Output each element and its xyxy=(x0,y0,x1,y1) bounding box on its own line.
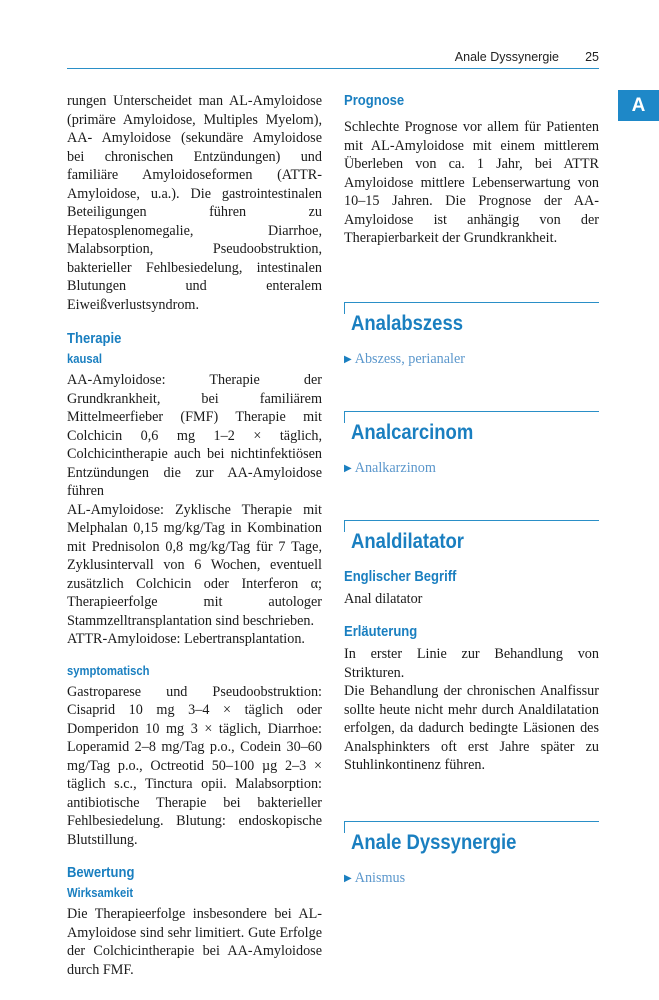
englischer-begriff-heading: Englischer Begriff xyxy=(344,568,457,585)
kausal-paragraph-attr: ATTR-Amyloidose: Lebertransplantation. xyxy=(67,631,305,647)
entry-analdilatator xyxy=(344,520,599,775)
prognose-heading: Prognose xyxy=(344,93,405,109)
left-column xyxy=(67,92,322,979)
kausal-paragraph-al: AL-Amyloidose: Zyklische Therapie mit Melphalan 0,15 mg/kg/Tag in Kombination mit Prednisolon 0,8 mg/kg/Tag für 7 Tage, Zyklusintervall von 6 Wochen, eventuell zusätzlich Colchicin oder Interferon α; Therapieerfolge mit autologer Stammzelltransplantation sind beschrieben. xyxy=(67,501,322,629)
entry-title-analdilatator: Analdilatator xyxy=(351,529,464,553)
arrow-right-icon: ▶ xyxy=(344,872,352,884)
kausal-heading: kausal xyxy=(67,352,103,366)
entry-title-analabszess: Analabszess xyxy=(351,311,464,335)
entry-rule-top xyxy=(344,520,599,521)
intro-paragraph: rungen Unterscheidet man AL-Amyloidose (primäre Amyloidose, Multiples Myelom), AA- Amyloidose (sekundäre Amyloidose bei chronischen Entzündungen) und familiäre Amyloidoseformen (ATTR-Amyloidose, u.a.). Die gastrointestinalen Beteiligungen führen zu Hepatosplenomegalie, Diarrhoe, Malabsorption, Pseudoobstruktion, bakterieller Fehlbesiedelung, intestinalen Blutungen und enteralem Eiweißverlustsyndrom. xyxy=(67,93,322,313)
wirksamkeit-heading: Wirksamkeit xyxy=(67,886,134,900)
erlaeuterung-heading: Erläuterung xyxy=(344,624,418,640)
xref-label: Abszess, perianaler xyxy=(354,350,466,367)
entry-rule-top xyxy=(344,821,599,822)
entry-analcarcinom xyxy=(344,411,599,478)
running-header-title: Anale Dyssynergie xyxy=(454,50,559,64)
therapie-heading: Therapie xyxy=(67,331,122,347)
erlaeuterung-paragraph-1: In erster Linie zur Behandlung von Strikturen. xyxy=(344,646,599,681)
xref-anale-dyssynergie[interactable] xyxy=(344,869,599,888)
prognose-paragraph: Schlechte Prognose vor allem für Patienten mit AL-Amyloidose mit einem mittlerem Überleben von ca. 1 Jahr, bei ATTR Amyloidose mittlere Lebenserwartung von 10–15 Jahren. Die Prognose der AA-Amyloidose ist anhängig von der Therapierbarkeit der Grundkrankheit. xyxy=(344,119,599,246)
xref-analabszess[interactable] xyxy=(344,350,599,369)
arrow-right-icon: ▶ xyxy=(344,462,352,474)
page-number: 25 xyxy=(585,50,599,64)
entry-anale-dyssynergie xyxy=(344,821,599,888)
running-header xyxy=(67,47,599,69)
header-rule xyxy=(67,68,599,70)
symptomatisch-paragraph: Gastroparese und Pseudoobstruktion: Cisaprid 10 mg 3–4 × täglich oder Domperidon 10 mg 3 × täglich, Diarrhoe: Loperamid 2–8 mg/Tag p.o., Codein 30–60 mg/Tag p.o., Octreotid 50–100 µg 2–3 × täglich s.c., Tinctura opii. Malabsorption: antibiotische Therapie bei bakterieller Fehlbesiedelung. Blutung: endoskopische Blutstillung. xyxy=(67,683,322,848)
xref-label: Anismus xyxy=(354,869,406,886)
xref-label: Analkarzinom xyxy=(354,459,436,476)
thumb-index-tab: A xyxy=(618,90,659,121)
entry-title-anale-dyssynergie: Anale Dyssynergie xyxy=(351,830,517,854)
entry-rule-top xyxy=(344,302,599,303)
wirksamkeit-paragraph: Die Therapieerfolge insbesondere bei AL-Amyloidose sind sehr limitiert. Gute Erfolge der Colchicintherapie bei AA-Amyloidose durch FMF. xyxy=(67,906,322,978)
right-column xyxy=(344,92,599,888)
englischer-begriff-text: Anal dilatator xyxy=(344,590,423,607)
entry-rule-top xyxy=(344,411,599,412)
symptomatisch-heading: symptomatisch xyxy=(67,663,150,678)
bewertung-heading: Bewertung xyxy=(67,865,135,881)
xref-analcarcinom[interactable] xyxy=(344,459,599,478)
erlaeuterung-paragraph-2: Die Behandlung der chronischen Analfissur sollte heute nicht mehr durch Analdilatation erfolgen, da dadurch bedingte Läsionen des Analsphinkters oft erst Jahre später zu Stuhlinkontinenz führen. xyxy=(344,683,599,773)
arrow-right-icon: ▶ xyxy=(344,353,352,365)
entry-analabszess xyxy=(344,302,599,369)
entry-title-analcarcinom: Analcarcinom xyxy=(351,420,474,444)
kausal-paragraph-aa: AA-Amyloidose: Therapie der Grundkrankheit, bei familiärem Mittelmeerfieber (FMF) Therapie mit Colchicin 0,6 mg 1–2 × täglich, Colchicintherapie auch bei nichtinfektiösen Entzündungen die zur AA-Amyloidose führen xyxy=(67,372,322,499)
